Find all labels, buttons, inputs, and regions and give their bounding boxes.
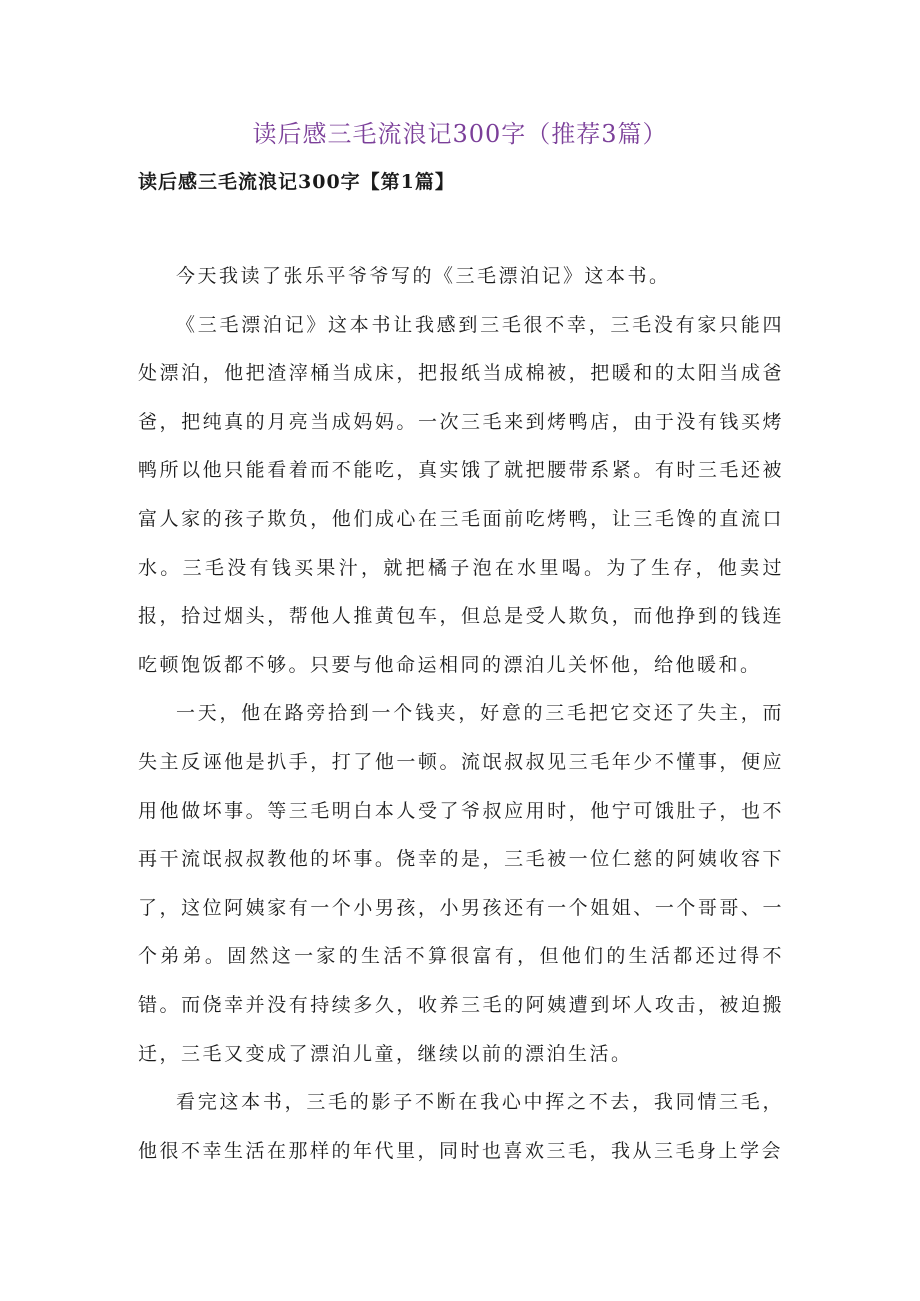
- paragraph: 一天，他在路旁拾到一个钱夹，好意的三毛把它交还了失主，而失主反诬他是扒手，打了他一顿。流氓叔叔见三毛年少不懂事，便应用他做坏事。等三毛明白本人受了爷叔应用时，他宁可饿肚子，也不再干流氓叔叔教他的坏事。侥幸的是，三毛被一位仁慈的阿姨收容下了，这位阿姨家有一个小男孩，小男孩还有一个姐姐、一个哥哥、一个弟弟。固然这一家的生活不算很富有，但他们的生活都还过得不错。而侥幸并没有持续多久，收养三毛的阿姨遭到坏人攻击，被迫搬迁，三毛又变成了漂泊儿童，继续以前的漂泊生活。: [138, 702, 784, 1065]
- paragraph: 《三毛漂泊记》这本书让我感到三毛很不幸，三毛没有家只能四处漂泊，他把渣滓桶当成床，把报纸当成棉被，把暖和的太阳当成爸爸，把纯真的月亮当成妈妈。一次三毛来到烤鸭店，由于没有钱买烤鸭所以他只能看着而不能吃，真实饿了就把腰带系紧。有时三毛还被富人家的孩子欺负，他们成心在三毛面前吃烤鸭，让三毛馋的直流口水。三毛没有钱买果汁，就把橘子泡在水里喝。为了生存，他卖过报，拾过烟头，帮他人推黄包车，但总是受人欺负，而他挣到的钱连吃顿饱饭都不够。只要与他命运相同的漂泊儿关怀他，给他暖和。: [138, 313, 784, 676]
- section-heading: 读后感三毛流浪记300字【第1篇】: [138, 171, 455, 193]
- document-title: 读后感三毛流浪记300字（推荐3篇）: [252, 120, 668, 148]
- paragraph: 看完这本书，三毛的影子不断在我心中挥之不去，我同情三毛，他很不幸生活在那样的年代里，同时也喜欢三毛，我从三毛身上学会: [138, 1091, 784, 1162]
- document-body: [138, 252, 784, 1175]
- paragraph: 今天我读了张乐平爷爷写的《三毛漂泊记》这本书。: [176, 265, 671, 287]
